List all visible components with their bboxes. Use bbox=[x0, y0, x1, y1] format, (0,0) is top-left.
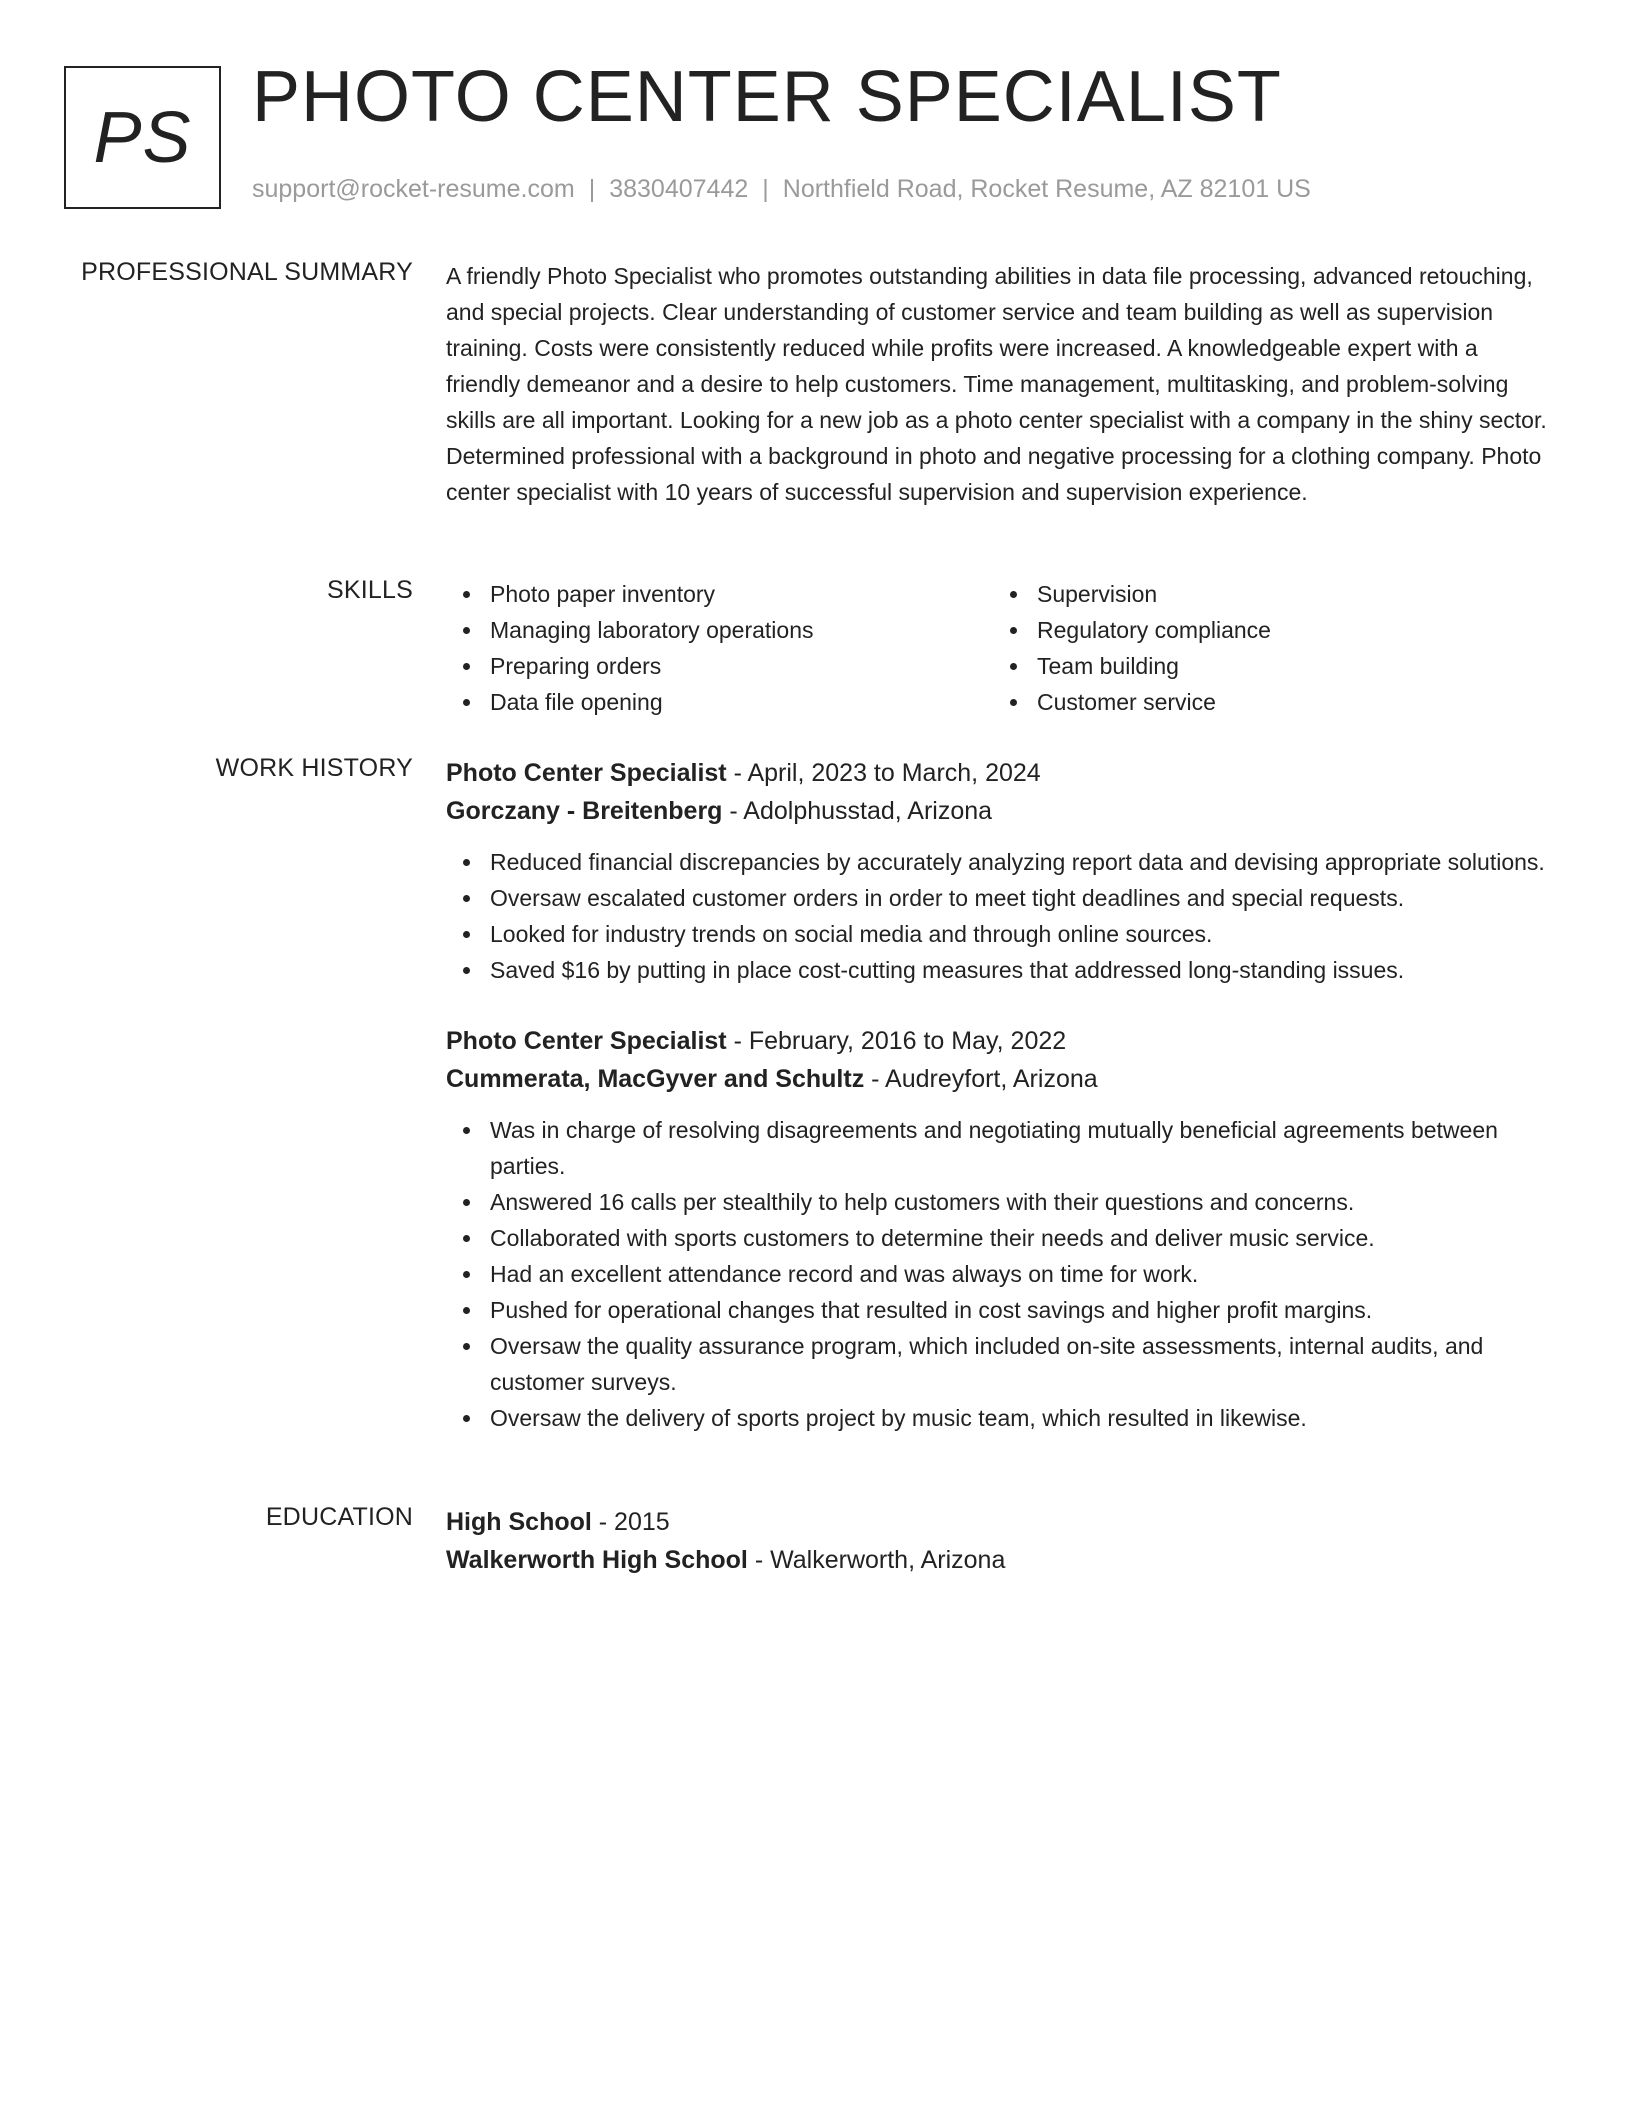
job-bullet: Reduced financial discrepancies by accurately analyzing report data and devising appropriate solutions. bbox=[446, 844, 1556, 880]
monogram-initials: PS bbox=[93, 97, 192, 178]
job-bullet: Saved $16 by putting in place cost-cutting measures that addressed long-standing issues. bbox=[446, 952, 1556, 988]
job-location: - Adolphusstad, Arizona bbox=[722, 797, 993, 825]
contact-address: Northfield Road, Rocket Resume, AZ 82101 US bbox=[782, 175, 1311, 203]
job-dates: - February, 2016 to May, 2022 bbox=[726, 1027, 1067, 1055]
skill-item: Data file opening bbox=[446, 684, 993, 720]
education-school: Walkerworth High School bbox=[446, 1546, 748, 1574]
skill-item: Regulatory compliance bbox=[993, 612, 1540, 648]
skill-item: Team building bbox=[993, 648, 1540, 684]
job-title: Photo Center Specialist bbox=[446, 759, 727, 787]
contact-separator: | bbox=[762, 175, 769, 203]
job-bullets bbox=[446, 1112, 1556, 1436]
job-entry bbox=[446, 754, 1556, 988]
skill-item: Supervision bbox=[993, 576, 1540, 612]
job-company-line bbox=[446, 792, 1556, 830]
job-bullet: Oversaw escalated customer orders in order to meet tight deadlines and special requests. bbox=[446, 880, 1556, 916]
job-bullet: Oversaw the quality assurance program, which included on-site assessments, internal audits, and customer surveys. bbox=[446, 1328, 1556, 1400]
contact-phone: 3830407442 bbox=[609, 175, 749, 203]
job-location: - Audreyfort, Arizona bbox=[864, 1065, 1098, 1093]
section-label-education: EDUCATION bbox=[265, 1503, 413, 1531]
education-degree-line bbox=[446, 1503, 1556, 1541]
contact-separator: | bbox=[588, 175, 596, 203]
skill-item: Preparing orders bbox=[446, 648, 993, 684]
job-dates: - April, 2023 to March, 2024 bbox=[726, 759, 1041, 787]
job-company: Gorczany - Breitenberg bbox=[446, 797, 723, 825]
job-title-line bbox=[446, 754, 1556, 792]
skill-item: Photo paper inventory bbox=[446, 576, 993, 612]
job-bullet: Looked for industry trends on social media and through online sources. bbox=[446, 916, 1556, 952]
job-bullet: Answered 16 calls per stealthily to help customers with their questions and concerns. bbox=[446, 1184, 1556, 1220]
monogram-box bbox=[64, 66, 221, 209]
job-bullets bbox=[446, 844, 1556, 988]
resume-title: PHOTO CENTER SPECIALIST bbox=[252, 57, 1282, 137]
contact-email: support@rocket-resume.com bbox=[252, 175, 575, 203]
section-label-summary: PROFESSIONAL SUMMARY bbox=[81, 258, 413, 286]
job-bullet: Pushed for operational changes that resulted in cost savings and higher profit margins. bbox=[446, 1292, 1556, 1328]
education-location: - Walkerworth, Arizona bbox=[747, 1546, 1006, 1574]
job-entry bbox=[446, 1022, 1556, 1436]
job-title: Photo Center Specialist bbox=[446, 1027, 727, 1055]
education-school-line bbox=[446, 1541, 1556, 1579]
education-year: - 2015 bbox=[591, 1508, 670, 1536]
job-title-line bbox=[446, 1022, 1556, 1060]
skills-column-left bbox=[446, 576, 993, 720]
job-company-line bbox=[446, 1060, 1556, 1098]
job-company: Cummerata, MacGyver and Schultz bbox=[446, 1065, 865, 1093]
skill-item: Managing laboratory operations bbox=[446, 612, 993, 648]
job-bullet: Collaborated with sports customers to determine their needs and deliver music service. bbox=[446, 1220, 1556, 1256]
job-bullet: Had an excellent attendance record and was always on time for work. bbox=[446, 1256, 1556, 1292]
section-label-work-history: WORK HISTORY bbox=[215, 754, 413, 782]
skills-grid bbox=[446, 576, 1556, 720]
section-label-skills: SKILLS bbox=[327, 576, 413, 604]
skill-item: Customer service bbox=[993, 684, 1540, 720]
job-bullet: Oversaw the delivery of sports project by music team, which resulted in likewise. bbox=[446, 1400, 1556, 1436]
education-degree: High School bbox=[446, 1508, 592, 1536]
job-bullet: Was in charge of resolving disagreements and negotiating mutually beneficial agreements between parties. bbox=[446, 1112, 1556, 1184]
skills-column-right bbox=[993, 576, 1540, 720]
contact-line bbox=[252, 175, 1311, 204]
summary-text: A friendly Photo Specialist who promotes outstanding abilities in data file processing, advanced retouching, and special projects. Clear understanding of customer service and team building as well as supervision training. Costs were consistently reduced while profits were increased. A knowledgeable expert with a friendly demeanor and a desire to help customers. Time management, multitasking, and problem-solving skills are all important. Looking for a new job as a photo center specialist with a company in the shiny sector. Determined professional with a background in photo and negative processing for a clothing company. Photo center specialist with 10 years of successful supervision and supervision experience. bbox=[446, 263, 1547, 505]
